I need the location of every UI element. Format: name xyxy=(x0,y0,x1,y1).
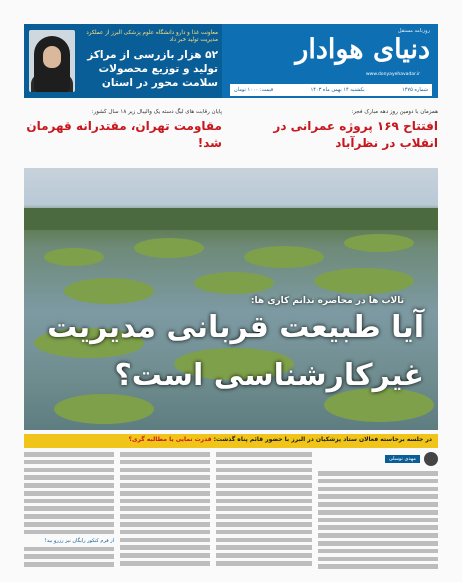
projects-story[interactable] xyxy=(236,108,438,166)
sports-story[interactable] xyxy=(24,108,222,166)
news-strip[interactable] xyxy=(24,434,438,448)
issue-number: شماره ۱۴۷۵ xyxy=(402,87,428,93)
sports-story-kicker: پایان رقابت های لیگ دسته یک والیبال زیر ۱۸ سال کشور: xyxy=(91,109,222,115)
article-column-4 xyxy=(318,452,438,570)
hero-treeline xyxy=(24,208,438,230)
hero-title-line-1[interactable]: آیا طبیعت قربانی مدیریت xyxy=(47,310,424,345)
article-column-3 xyxy=(216,452,312,570)
website-url[interactable]: www.donyayehavadar.ir xyxy=(366,72,420,77)
author-avatar xyxy=(424,452,438,466)
byline xyxy=(318,452,438,466)
issue-date: یکشنبه ۱۴ بهمن ماه ۱۴۰۳ xyxy=(310,87,365,93)
article-column-2 xyxy=(120,452,210,570)
lead-story-headline[interactable]: ۵۲ هزار بازرسی از مراکز تولید و توزیع محصولات سلامت محور در استان xyxy=(87,49,218,89)
tagline: روزنامه مستقل xyxy=(397,28,430,34)
sports-story-title[interactable]: مقاومت تهران، مقتدرانه قهرمان شد! xyxy=(26,119,222,150)
lead-story-box[interactable] xyxy=(24,24,222,98)
hero-photo[interactable] xyxy=(24,168,438,430)
dateline xyxy=(230,84,432,96)
issue-price: قیمت: ۱۰۰۰ تومان xyxy=(234,87,274,93)
author-name: مهدی توسلی xyxy=(385,455,420,463)
lead-story-photo xyxy=(29,30,75,92)
hero-kicker: تالاب ها در محاصره ندانم کاری ها: xyxy=(250,296,404,306)
brand-block xyxy=(224,24,438,98)
strip-highlight: قدرت نمایی یا مطالبه گری؟ xyxy=(128,436,212,443)
hero-title-line-2[interactable]: غیرکارشناسی است؟ xyxy=(114,358,424,393)
article-column-1 xyxy=(24,452,114,570)
article-columns xyxy=(24,452,438,570)
lead-story-kicker: معاونت غذا و دارو دانشگاه علوم پزشکی البرز از عملکرد مدیریت تولید خبر داد xyxy=(86,30,218,43)
masthead xyxy=(24,24,438,98)
strip-text: در جلسه برخاسته فعالان ستاد پزشکیان در البرز با حضور قائم پناه گذشت: xyxy=(213,436,432,443)
projects-story-kicker: همزمان با دومین روز دهه مبارک فجر: xyxy=(351,109,438,115)
newspaper-logo: دنیای هوادار xyxy=(295,34,430,65)
projects-story-title[interactable]: افتتاح ۱۶۹ پروژه عمرانی در انقلاب در نظرآباد xyxy=(273,119,438,150)
call-to-action[interactable]: از فرم کنکور رایگان نیز رزرو بید! xyxy=(44,537,114,544)
